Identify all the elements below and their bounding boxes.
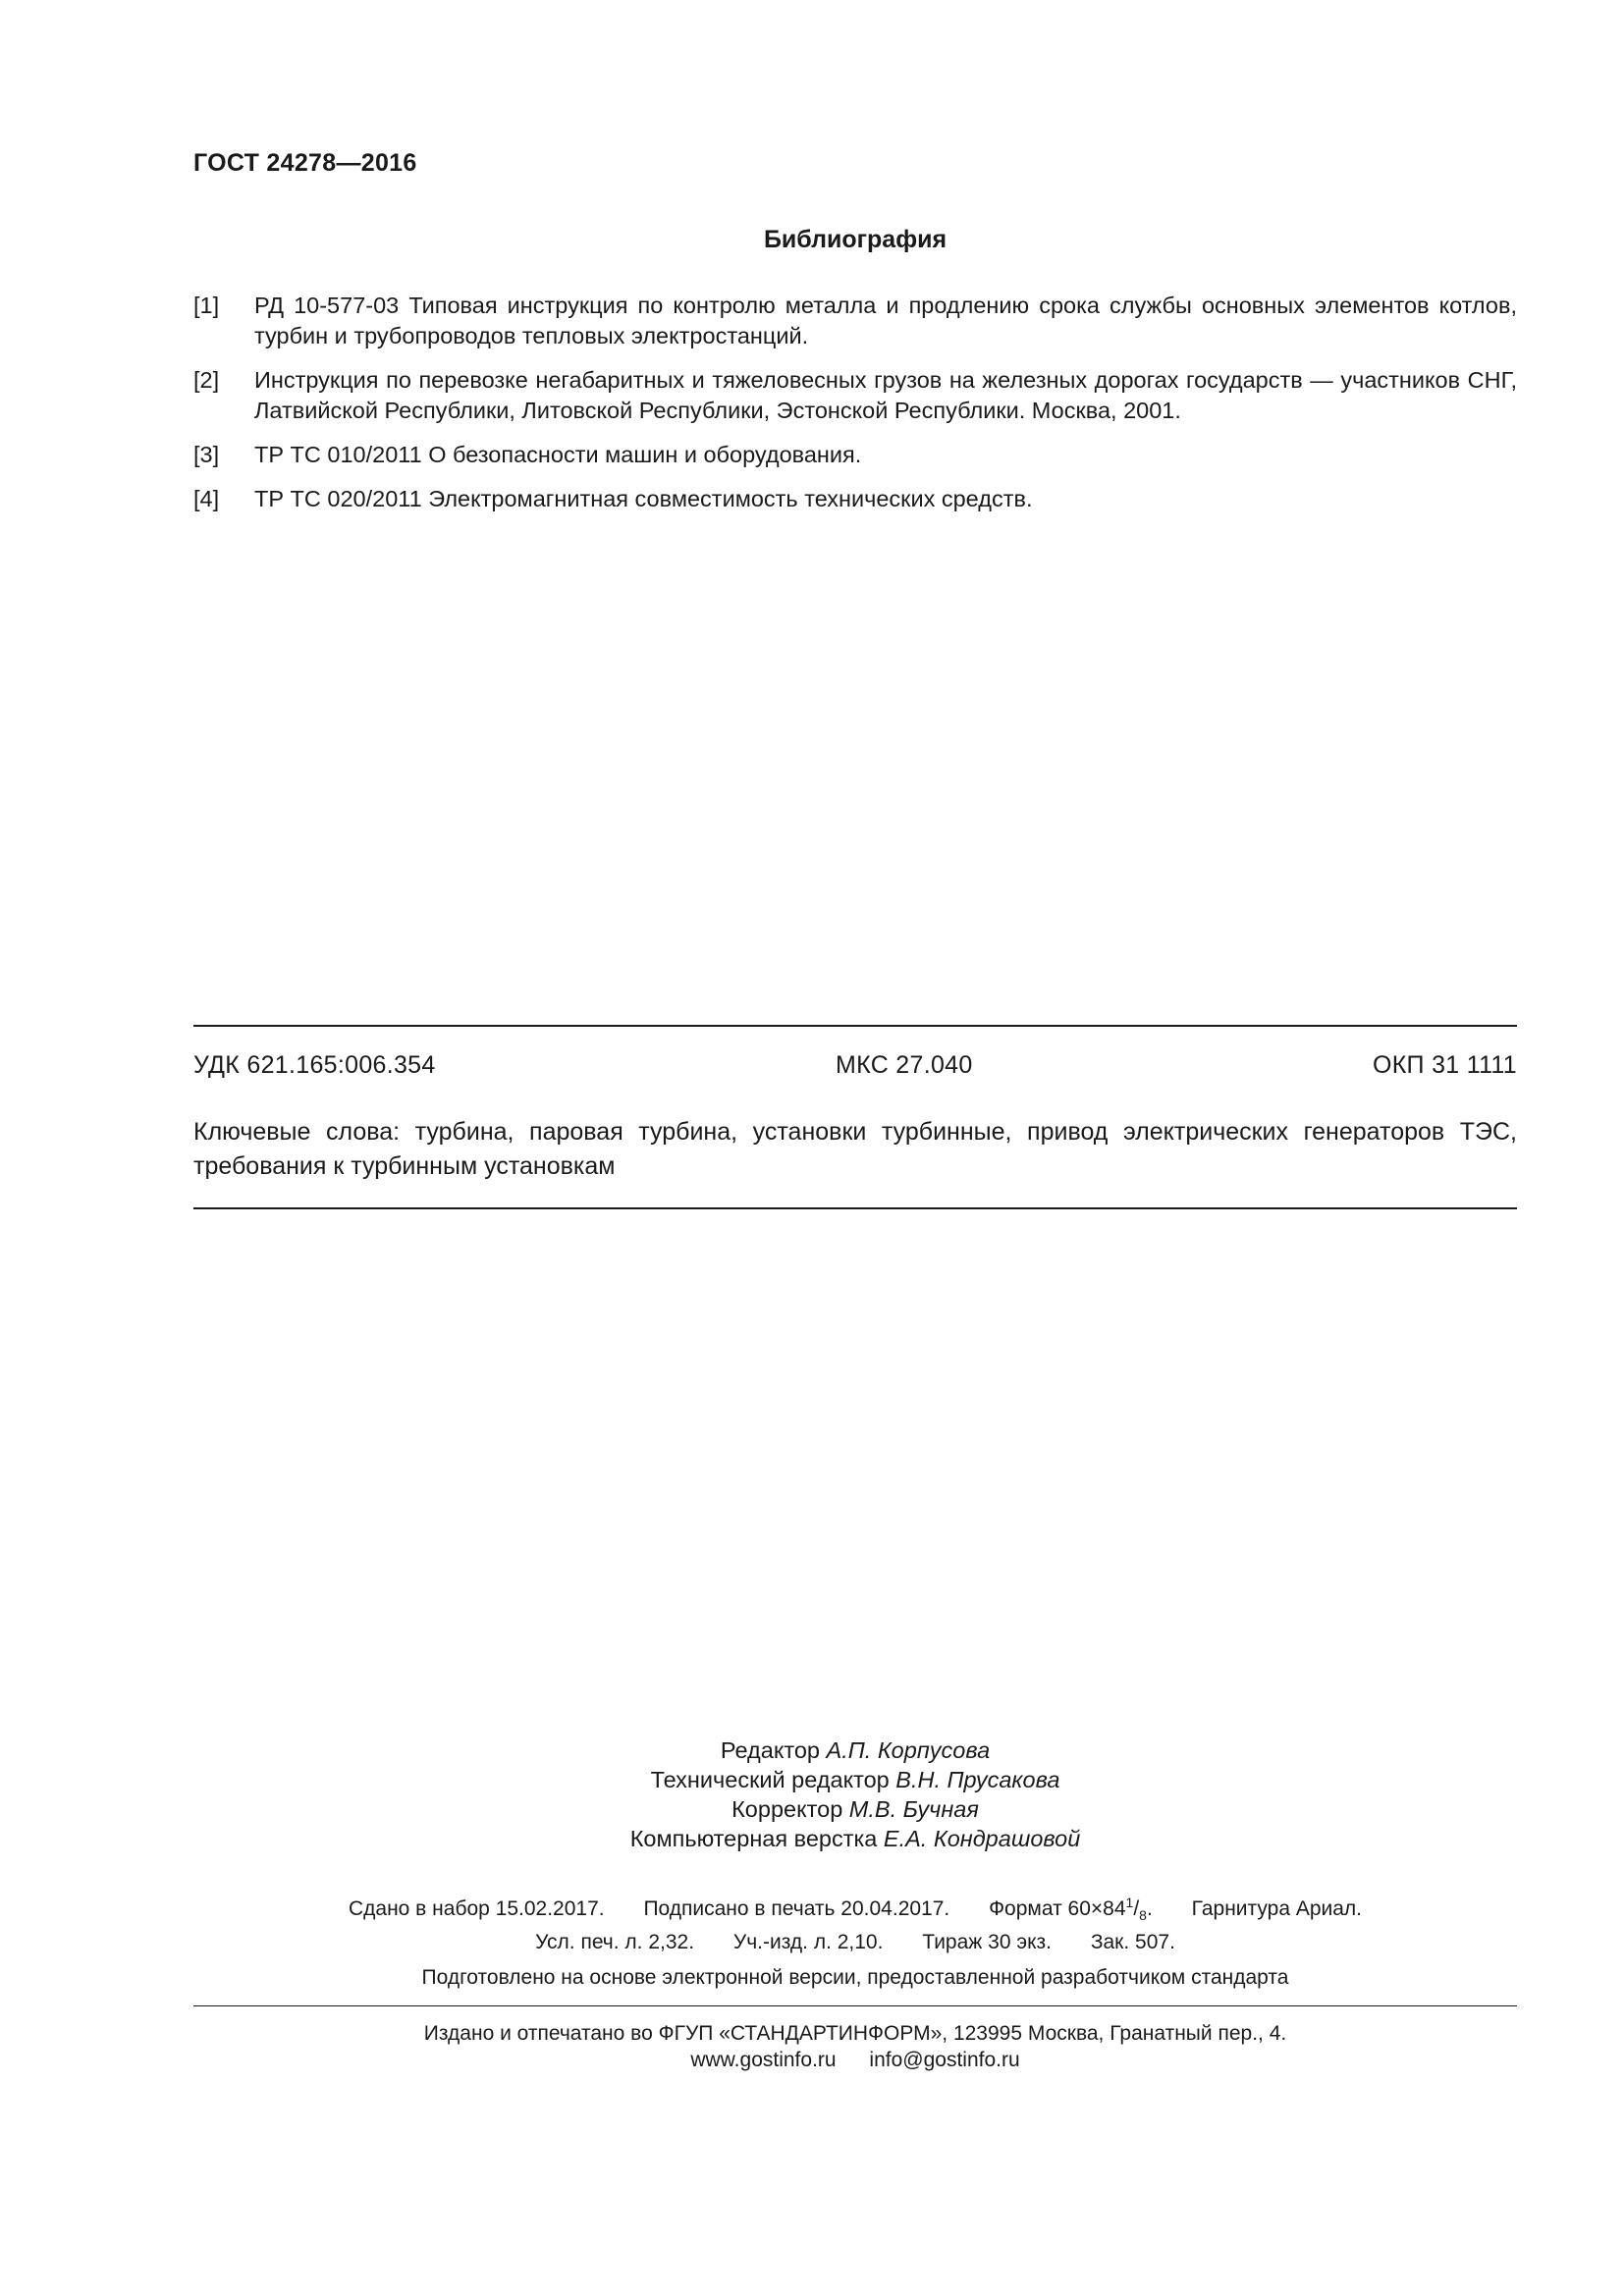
publisher-website[interactable]: www.gostinfo.ru [690, 2049, 837, 2071]
bibliography-item-number: [3] [193, 442, 220, 467]
editorial-staff [193, 1735, 1517, 1853]
tech-editor-line [193, 1765, 1517, 1794]
bibliography-item-number: [4] [193, 486, 220, 511]
keywords-bottom-rule [193, 1207, 1517, 1209]
tech-editor-label: Технический редактор [650, 1767, 890, 1792]
publisher-address: Издано и отпечатано во ФГУП «СТАНДАРТИНФОРМ», 123995 Москва, Гранатный пер., 4. [423, 2022, 1287, 2045]
okp-code: ОКП 31 1111 [1372, 1051, 1517, 1079]
bibliography-item-text: РД 10-577-03 Типовая инструкция по контролю металла и продлению срока службы основных элементов котлов, турбин и трубопроводов тепловых электростанций. [254, 293, 1517, 348]
corrector-label: Корректор [731, 1796, 843, 1822]
circulation: Тираж 30 экз. [922, 1931, 1052, 1954]
typeface: Гарнитура Ариал. [1191, 1897, 1363, 1920]
publisher-contacts [193, 2047, 1517, 2073]
bibliography-item-number: [1] [193, 293, 220, 318]
imprint-line-1 [193, 1890, 1517, 1929]
bibliography-item [193, 291, 1517, 351]
order-number: Зак. 507. [1090, 1931, 1175, 1954]
editor-name: А.П. Корпусова [826, 1737, 991, 1763]
signed-date: Подписано в печать 20.04.2017. [643, 1897, 950, 1920]
corrector-name: М.В. Бучная [848, 1796, 979, 1822]
print-sheets: Усл. печ. л. 2,32. [535, 1931, 695, 1954]
editor-line [193, 1735, 1517, 1765]
bibliography-item [193, 440, 1517, 470]
prepared-note: Подготовлено на основе электронной версии, предоставленной разработчиком стандарта [421, 1966, 1289, 1989]
classification-top-rule [193, 1025, 1517, 1027]
bibliography-item [193, 365, 1517, 426]
keywords: Ключевые слова: турбина, паровая турбина, установки турбинные, привод электрических генераторов ТЭС, требования к турбинным установкам [193, 1118, 1517, 1180]
layout-line [193, 1824, 1517, 1853]
layout-name: Е.А. Кондрашовой [883, 1826, 1081, 1851]
classification-row [193, 1051, 1517, 1080]
bibliography-item-text: ТР ТС 010/2011 О безопасности машин и оборудования. [254, 442, 862, 467]
paper-format: Формат $60\times 84^1/_8$. [989, 1895, 1153, 1924]
publisher-info [193, 2020, 1517, 2073]
publisher-sheets: Уч.-изд. л. 2,10. [732, 1931, 884, 1954]
layout-label: Компьютерная верстка [629, 1826, 878, 1851]
publisher-rule [193, 2005, 1517, 2006]
bibliography-item-number: [2] [193, 367, 220, 393]
bibliography-list [193, 291, 1517, 528]
tech-editor-name: В.Н. Прусакова [895, 1767, 1060, 1792]
document-code: ГОСТ 24278—2016 [193, 149, 417, 177]
corrector-line [193, 1794, 1517, 1824]
mks-code: МКС 27.040 [835, 1051, 973, 1079]
imprint [193, 1890, 1517, 1955]
editor-label: Редактор [720, 1737, 821, 1763]
bibliography-item [193, 484, 1517, 514]
imprint-line-2 [193, 1929, 1517, 1955]
udk-code: УДК 621.165:006.354 [193, 1051, 436, 1079]
bibliography-item-text: ТР ТС 020/2011 Электромагнитная совместимость технических средств. [254, 486, 1033, 511]
publisher-email[interactable]: info@gostinfo.ru [869, 2049, 1020, 2071]
bibliography-title: Библиография [763, 226, 947, 253]
submitted-date: Сдано в набор 15.02.2017. [348, 1897, 605, 1920]
bibliography-item-text: Инструкция по перевозке негабаритных и тяжеловесных грузов на железных дорогах государств — участников СНГ, Латвийской Республики, Литовской Республики, Эстонской Республики. Москва, 2001. [254, 367, 1517, 423]
